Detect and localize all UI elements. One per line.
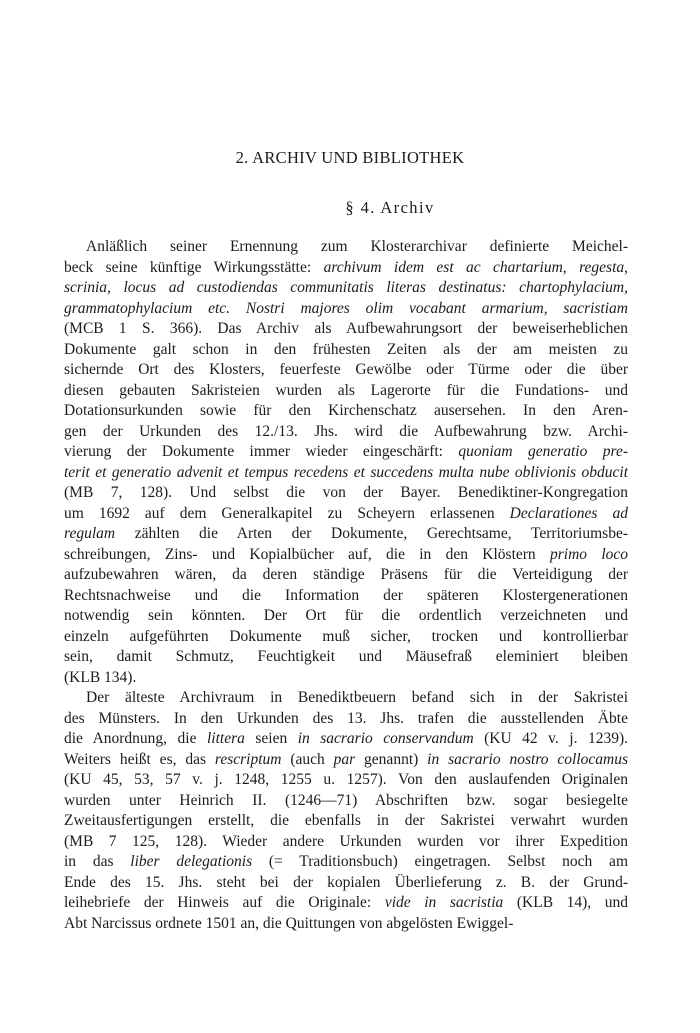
text-run: leihebriefe der Hinweis auf die Originale: <box>64 894 385 911</box>
text-run: schreibungen, Zins- und Kopialbücher auf, die in den Klöstern <box>64 545 550 563</box>
text-line <box>64 791 628 812</box>
text-run: (KLB 134). <box>64 668 137 686</box>
italic-run: terit et generatio advenit et tempus recedens et succedens multa nube oblivionis obducit <box>64 463 628 481</box>
text-run: Anläßlich seiner Ernennung zum Klosterarchivar definierte Meichel- <box>86 238 628 255</box>
text-line <box>64 873 628 894</box>
text-line <box>64 401 628 422</box>
text-run: Zweitausfertigungen erstellt, die ebenfalls in der Sakristei verwahrt wurden <box>64 812 628 829</box>
italic-run: vide in sacristia <box>384 894 504 911</box>
italic-run: quoniam generatio pre- <box>458 443 628 460</box>
text-line <box>64 709 628 730</box>
text-line <box>64 750 628 771</box>
italic-run: primo loco <box>549 545 628 563</box>
text-run: notwendig sein könnten. Der Ort für die ordentlich verzeichneten und <box>64 607 628 624</box>
text-line <box>64 832 628 853</box>
text-run: die Anordnung, die <box>64 730 207 747</box>
text-run: Weiters heißt es, das <box>64 750 215 768</box>
text-run: diesen gebauten Sakristeien wurden als Lagerorte für die Fundations- und <box>64 381 628 399</box>
italic-run: scrinia, locus ad custodiendas communitatis literas destinatus: chartophylacium, <box>64 279 628 296</box>
text-run: (auch <box>281 750 334 768</box>
text-line <box>64 299 628 320</box>
text-line <box>64 914 628 935</box>
text-run: aufzubewahren wären, da deren ständige Präsens für die Verteidigung der <box>64 566 628 583</box>
text-line <box>64 319 628 340</box>
text-run: (KU 42 v. j. 1239). <box>473 730 628 747</box>
text-line <box>64 729 628 750</box>
text-line <box>64 545 628 566</box>
section-title: § 4. Archiv <box>345 198 435 217</box>
italic-run: regulam <box>64 525 116 542</box>
chapter-title: 2. ARCHIV UND BIBLIOTHEK <box>235 148 465 167</box>
text-line <box>64 668 628 689</box>
text-run: (KU 45, 53, 57 v. j. 1248, 1255 u. 1257). Von den auslaufenden Originalen <box>64 771 628 788</box>
text-line <box>64 627 628 648</box>
text-line <box>64 688 628 709</box>
text-run: Abt Narcissus ordnete 1501 an, die Quittungen von abgelösten Ewiggel- <box>64 914 514 932</box>
text-run: wurden unter Heinrich II. (1246—71) Abschriften bzw. sogar besiegelte <box>64 791 628 809</box>
text-line <box>64 586 628 607</box>
text-run: genannt) <box>355 750 428 768</box>
text-run: gen der Urkunden des 12./13. Jhs. wird die Aufbewahrung bzw. Archi- <box>64 422 628 440</box>
text-run: des Münsters. In den Urkunden des 13. Jhs. trafen die ausstellenden Äbte <box>64 709 628 727</box>
text-run: seien <box>244 730 298 747</box>
text-line <box>64 340 628 361</box>
text-line <box>64 524 628 545</box>
text-line <box>64 811 628 832</box>
text-line <box>64 442 628 463</box>
text-line <box>64 893 628 914</box>
paragraph-1 <box>64 237 628 688</box>
text-line <box>64 360 628 381</box>
italic-run: littera <box>206 730 245 747</box>
text-line <box>64 422 628 443</box>
text-run: sichernde Ort des Klosters, feuerfeste Gewölbe oder Türme oder die über <box>64 361 628 378</box>
text-run: Ende des 15. Jhs. steht bei der kopialen Überlieferung z. B. der Grund- <box>64 873 628 891</box>
italic-run: par <box>333 750 356 768</box>
text-line <box>64 606 628 627</box>
italic-run: Declarationes ad <box>509 504 628 522</box>
text-line <box>64 258 628 279</box>
text-run: zählten die Arten der Dokumente, Gerechtsame, Territoriumsbe- <box>115 525 628 542</box>
text-run: beck seine künftige Wirkungsstätte: <box>64 258 324 276</box>
text-run: (MB 7, 128). Und selbst die von der Bayer. Benediktiner-Kongregation <box>64 484 628 501</box>
text-run: einzeln aufgeführten Dokumente muß sicher, trocken und kontrollierbar <box>64 627 628 645</box>
text-run: in das <box>64 853 131 870</box>
text-run: Der älteste Archivraum in Benediktbeuern befand sich in der Sakristei <box>86 689 628 706</box>
italic-run: grammatophylacium etc. Nostri majores olim vocabant armarium, sacristiam <box>64 299 628 317</box>
text-line <box>64 483 628 504</box>
text-line <box>64 565 628 586</box>
italic-run: in sacrario nostro collocamus <box>427 750 628 768</box>
body-text <box>64 237 628 934</box>
italic-run: rescriptum <box>214 750 282 768</box>
text-line <box>64 381 628 402</box>
text-line <box>64 852 628 873</box>
text-run: Dotationsurkunden sowie für den Kirchenschatz ausersehen. In den Aren- <box>64 402 628 419</box>
text-line <box>64 504 628 525</box>
text-run: (MCB 1 S. 366). Das Archiv als Aufbewahrungsort der beweiserheblichen <box>64 320 628 337</box>
text-line <box>64 463 628 484</box>
text-line <box>64 278 628 299</box>
text-line <box>64 237 628 258</box>
text-run: Dokumente galt schon in den frühesten Zeiten als der am meisten zu <box>64 340 628 358</box>
text-line <box>64 647 628 668</box>
text-run: um 1692 auf dem Generalkapitel zu Scheyern erlassenen <box>64 504 510 522</box>
italic-run: in sacrario conservandum <box>297 730 474 747</box>
text-line <box>64 770 628 791</box>
italic-run: liber delegationis <box>130 853 253 870</box>
text-run: (KLB 14), und <box>503 894 628 911</box>
text-run: Rechtsnachweise und die Information der späteren Klostergenerationen <box>64 586 628 604</box>
text-run: (MB 7 125, 128). Wieder andere Urkunden wurden vor ihrer Expedition <box>64 832 628 850</box>
text-run: sein, damit Schmutz, Feuchtigkeit und Mäusefraß eleminiert bleiben <box>64 648 628 665</box>
italic-run: archivum idem est ac chartarium, regesta, <box>323 258 628 276</box>
text-run: (= Traditionsbuch) eingetragen. Selbst noch am <box>252 853 628 870</box>
text-run: vierung der Dokumente immer wieder eingeschärft: <box>64 443 459 460</box>
paragraph-2 <box>64 688 628 934</box>
